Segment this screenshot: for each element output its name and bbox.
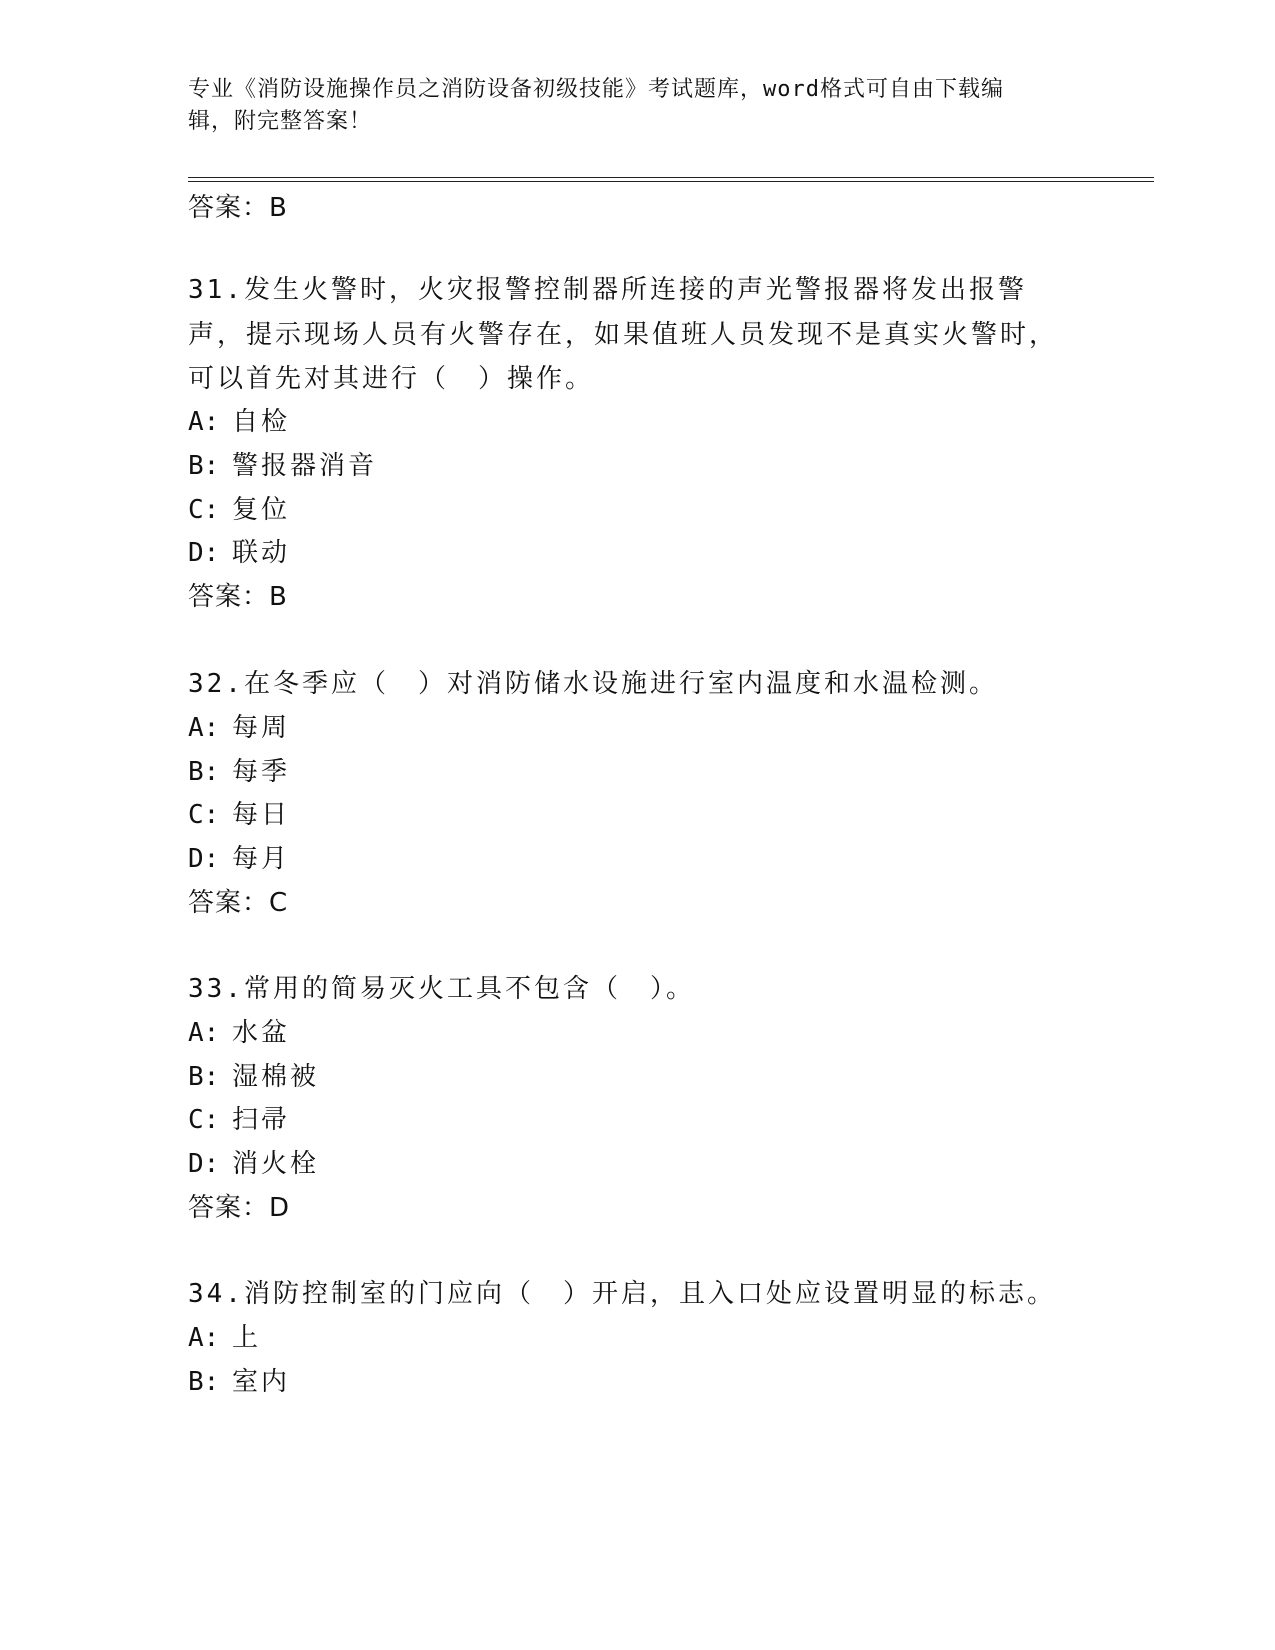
question-32-option-d: D: 每月 [188,844,291,874]
question-31-option-c: C: 复位 [188,495,291,525]
question-34-option-a: A: 上 [188,1323,262,1353]
question-31-option-b: B: 警报器消音 [188,451,378,481]
question-31-answer: 答案：B [188,582,288,612]
document-header [188,74,1088,138]
question-31-option-a: A: 自检 [188,407,291,437]
header-divider-top [188,177,1154,178]
question-33-option-c: C: 扫帚 [188,1105,291,1135]
question-33-option-d: D: 消火栓 [188,1149,320,1179]
question-32-option-b: B: 每季 [188,757,291,787]
question-32-answer: 答案：C [188,888,289,918]
question-32-text: 32.在冬季应（ ）对消防储水设施进行室内温度和水温检测。 [188,669,998,699]
question-32-option-a: A: 每周 [188,713,291,743]
question-32-option-c: C: 每日 [188,800,291,830]
question-34-option-b: B: 室内 [188,1367,291,1397]
question-33-text: 33.常用的简易灭火工具不包含（ ）。 [188,974,695,1004]
question-31-text: 31.发生火警时，火灾报警控制器所连接的声光警报器将发出报警声，提示现场人员有火警存在，如果值班人员发现不是真实火警时，可以首先对其进行（ ）操作。 [188,275,1059,394]
question-34-text: 34.消防控制室的门应向（ ）开启，且入口处应设置明显的标志。 [188,1279,1056,1309]
answer-previous: 答案：B [188,193,288,223]
question-33-answer: 答案：D [188,1193,291,1223]
question-31-option-d: D: 联动 [188,538,291,568]
header-line-2: 辑，附完整答案！ [188,109,373,134]
question-33-option-b: B: 湿棉被 [188,1062,320,1092]
question-33-option-a: A: 水盆 [188,1018,291,1048]
header-divider-bottom [188,181,1154,182]
header-line-1: 专业《消防设施操作员之消防设备初级技能》考试题库，word格式可自由下载编 [188,77,1004,102]
